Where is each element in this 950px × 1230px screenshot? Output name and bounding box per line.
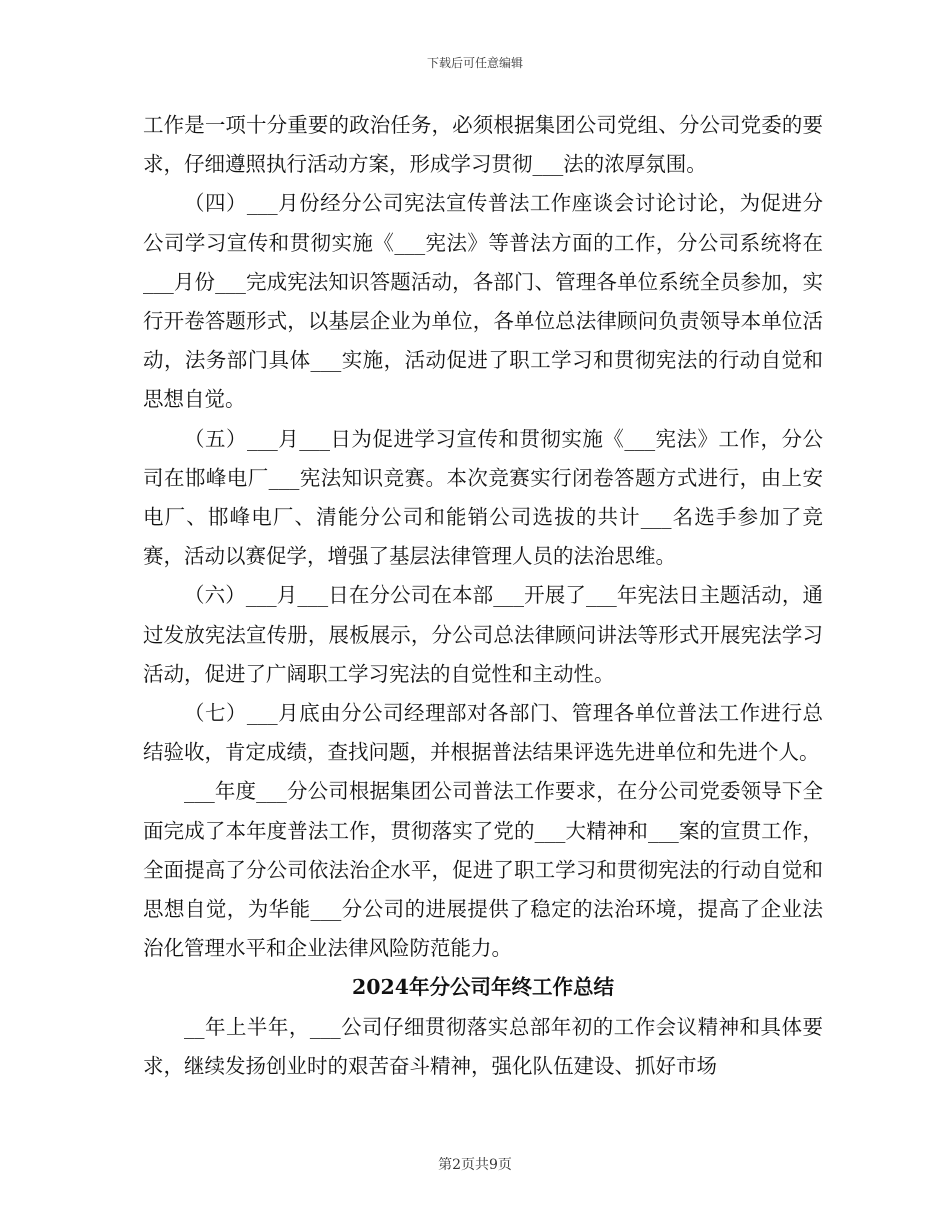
- paragraph-section-seven: （七）___月底由分公司经理部对各部门、管理各单位普法工作进行总结验收，肯定成绩，查找问题，并根据普法结果评选先进单位和先进个人。: [143, 701, 823, 765]
- paragraph-section-four: （四）___月份经分公司宪法宣传普法工作座谈会讨论讨论，为促进分公司学习宣传和贯彻实施《___宪法》等普法方面的工作，分公司系统将在___月份___完成宪法知识答题活动，各部门、管理各单位系统全员参加，实行开卷答题形式，以基层企业为单位，各单位总法律顾问负责领导本单位活动，法务部门具体___实施，活动促进了职工学习和贯彻宪法的行动自觉和思想自觉。: [143, 191, 823, 412]
- section-title: 2024年分公司年终工作总结: [351, 975, 615, 1000]
- document-body: [143, 106, 823, 1086]
- page-header: 下载后可任意编辑: [426, 56, 523, 70]
- paragraph-continuation: 工作是一项十分重要的政治任务，必须根据集团公司党组、分公司党委的要求，仔细遵照执行活动方案，形成学习贯彻___法的浓厚氛围。: [143, 113, 823, 177]
- paragraph-section-intro: __年上半年，___公司仔细贯彻落实总部年初的工作会议精神和具体要求，继续发扬创业时的艰苦奋斗精神，强化队伍建设、抓好市场: [143, 1014, 823, 1078]
- paragraph-section-six: （六）___月___日在分公司在本部___开展了___年宪法日主题活动，通过发放宪法宣传册，展板展示，分公司总法律顾问讲法等形式开展宪法学习活动，促进了广阔职工学习宪法的自觉性和主动性。: [143, 583, 823, 686]
- paragraph-annual-summary: ___年度___分公司根据集团公司普法工作要求，在分公司党委领导下全面完成了本年度普法工作，贯彻落实了党的___大精神和___案的宣贯工作，全面提高了分公司依法治企水平，促进了职工学习和贯彻宪法的行动自觉和思想自觉，为华能___分公司的进展提供了稳定的法治环境，提高了企业法治化管理水平和企业法律风险防范能力。: [143, 779, 823, 961]
- page-number: 第2页共9页: [438, 1157, 512, 1173]
- paragraph-section-five: （五）___月___日为促进学习宣传和贯彻实施《___宪法》工作，分公司在邯峰电厂___宪法知识竞赛。本次竞赛实行闭卷答题方式进行，由上安电厂、邯峰电厂、清能分公司和能销公司选拔的共计___名选手参加了竞赛，活动以赛促学，增强了基层法律管理人员的法治思维。: [143, 426, 823, 569]
